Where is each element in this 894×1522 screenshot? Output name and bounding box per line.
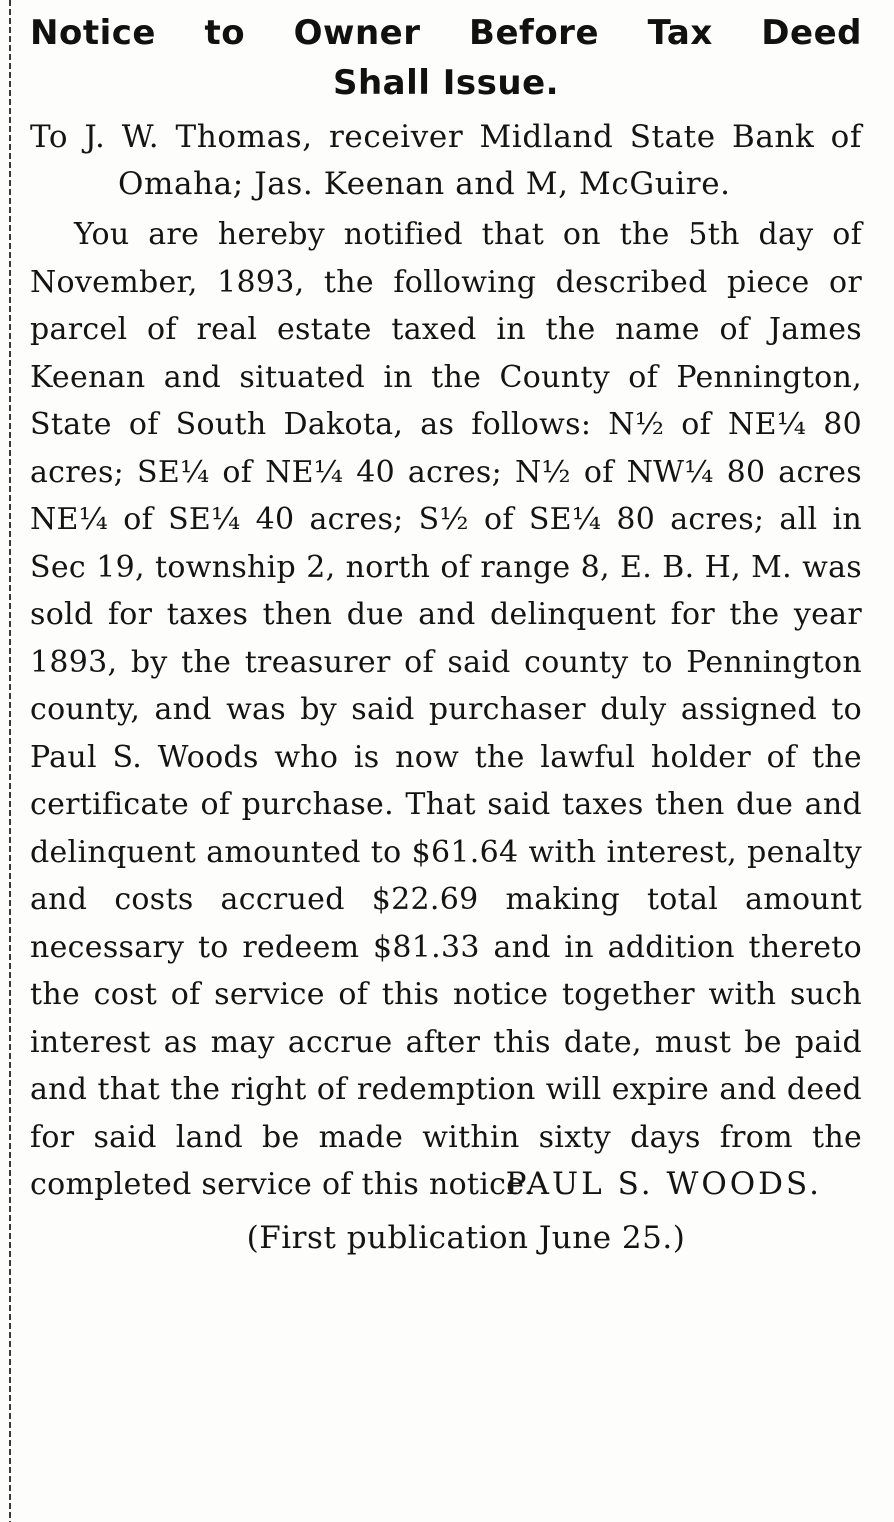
signer-name: PAUL S. WOODS. (505, 1165, 822, 1202)
signoff (30, 1161, 862, 1209)
notice-headline (30, 8, 862, 108)
notice-body: You are hereby notified that on the 5th day of November, 1893, the following described piece or parcel of real estate taxed in the name of James Keenan and situated in the County of Pennington, State of South Dakota, as follows: N½ of NE¼ 80 acres; SE¼ of NE¼ 40 acres; N½ of NW¼ 80 acres NE¼ of SE¼ 40 acres; S½ of SE¼ 80 acres; all in Sec 19, township 2, north of range 8, E. B. H, M. was sold for taxes then due and delinquent for the year 1893, by the treasurer of said county to Pennington county, and was by said purchaser duly assigned to Paul S. Woods who is now the lawful holder of the certificate of purchase. That said taxes then due and delinquent amounted to $61.64 with interest, penalty and costs accrued $22.69 making total amount necessary to redeem $81.33 and in addition thereto the cost of service of this notice together with such interest as may accrue after this date, must be paid and that the right of redemption will expire and deed for said land be made within sixty days from the completed service of this notice. (30, 217, 862, 1202)
headline-line-1: Notice to Owner Before Tax Deed (30, 13, 862, 53)
publication-note: (First publication June 25.) (246, 1219, 686, 1256)
headline-line-2: Shall Issue. (332, 63, 560, 103)
addressees: To J. W. Thomas, receiver Midland State Bank of Omaha; Jas. Keenan and M, McGuire. (30, 119, 862, 202)
legal-notice (30, 8, 862, 1261)
column-rule (9, 0, 11, 1522)
